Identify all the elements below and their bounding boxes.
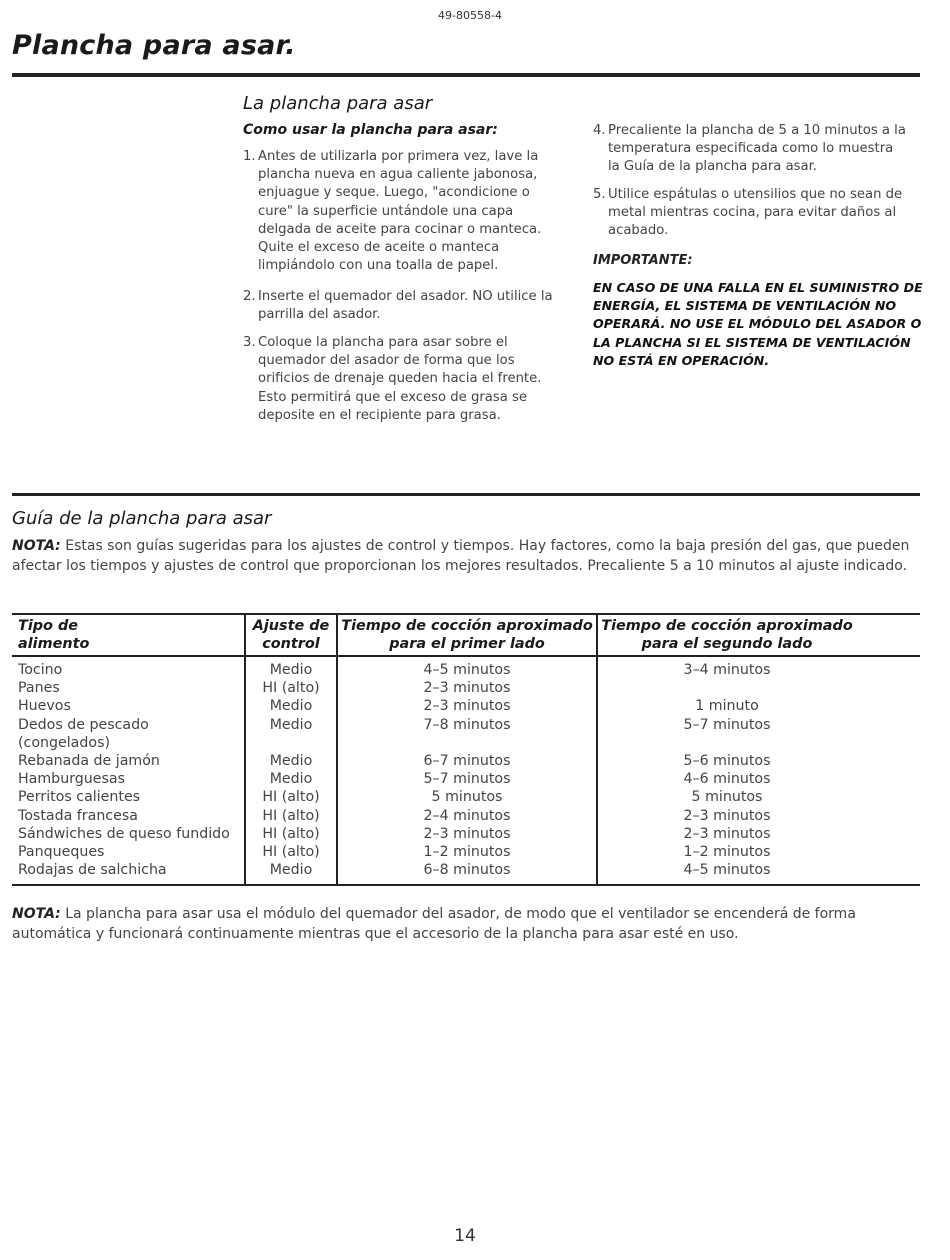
cell-food: Rodajas de salchicha <box>18 862 167 879</box>
cell-control: HI (alto) <box>262 844 320 860</box>
cell-first-side: 6–7 minutos <box>423 753 511 769</box>
step-item <box>243 334 573 425</box>
step-item <box>593 186 923 241</box>
cell-control: HI (alto) <box>262 680 320 697</box>
document-number: 49-80558-4 <box>438 9 502 22</box>
section-title: La plancha para asar <box>243 93 433 114</box>
fan-note <box>12 905 917 944</box>
step-number: 1. <box>243 149 256 164</box>
step-text: Inserte el quemador del asador. NO utilice la parrilla del asador. <box>258 289 553 323</box>
table-header-first-side: Tiempo de cocción aproximado para el primer lado <box>341 618 593 652</box>
table-header-food: Tipo de alimento <box>18 618 90 652</box>
cell-food: Huevos <box>18 698 71 715</box>
cell-first-side: 6–8 minutos <box>423 862 511 879</box>
guide-title: Guía de la plancha para asar <box>12 508 272 529</box>
cell-food: Tocino <box>18 662 63 678</box>
cell-food: Tostada francesa <box>18 807 138 824</box>
cell-second-side: 5–6 minutos <box>683 753 771 769</box>
cell-food: Rebanada de jamón <box>18 753 160 769</box>
cell-second-side: 2–3 minutos <box>683 825 771 842</box>
cell-control: Medio <box>269 662 313 678</box>
table-header-control: Ajuste de control <box>252 618 330 652</box>
cell-first-side: 5–7 minutos <box>423 771 511 788</box>
cell-food: Perritos calientes <box>18 789 141 806</box>
note-text: Estas son guías sugeridas para los ajustes de control y tiempos. Hay factores, como la baja presión del gas, que pueden afectar los tiempos y ajustes de control que proporcionan los mejores resultados. Precaliente 5 a 10 minutos al ajuste indicado. <box>12 538 910 574</box>
cell-first-side: 4–5 minutos <box>423 662 511 678</box>
section-divider <box>12 493 920 496</box>
cell-second-side: 5–7 minutos <box>683 716 771 733</box>
cell-control: HI (alto) <box>262 825 320 842</box>
guide-note <box>12 537 912 576</box>
cell-first-side: 2–3 minutos <box>423 680 511 697</box>
table-header-second-side: Tiempo de cocción aproximado para el segundo lado <box>601 618 853 652</box>
note-label: NOTA: <box>12 538 61 554</box>
table-header-rule <box>12 655 920 657</box>
cell-second-side: 2–3 minutos <box>683 807 771 824</box>
table-bottom-rule <box>12 884 920 886</box>
step-item <box>243 148 573 275</box>
cell-control: Medio <box>269 862 313 879</box>
page-title: Plancha para asar. <box>12 30 296 61</box>
important-label: IMPORTANTE: <box>593 253 693 268</box>
step-number: 5. <box>593 187 606 202</box>
step-text: Utilice espátulas o utensilios que no sean de metal mientras cocina, para evitar daños al acabado. <box>608 187 903 239</box>
cell-first-side: 1–2 minutos <box>423 844 511 860</box>
important-warning: EN CASO DE UNA FALLA EN EL SUMINISTRO DE ENERGÍA, EL SISTEMA DE VENTILACIÓN NO OPERARÁ. NO USE EL MÓDULO DEL ASADOR O LA PLANCHA SI EL SISTEMA DE VENTILACIÓN NO ESTÁ EN OPERACIÓN. <box>593 280 923 368</box>
page-number: 14 <box>454 1226 476 1246</box>
cell-food: (congelados) <box>18 734 110 751</box>
cell-first-side: 5 minutos <box>431 789 503 806</box>
cell-second-side: 5 minutos <box>691 789 763 806</box>
step-number: 2. <box>243 289 256 304</box>
title-divider <box>12 73 920 77</box>
how-to-heading: Como usar la plancha para asar: <box>243 122 498 138</box>
cell-second-side: 4–6 minutos <box>683 771 771 788</box>
cell-first-side: 2–3 minutos <box>423 698 511 715</box>
cell-control: Medio <box>269 716 313 733</box>
cell-control: HI (alto) <box>262 789 320 806</box>
cell-first-side: 2–4 minutos <box>423 807 511 824</box>
cell-food: Panqueques <box>18 844 105 860</box>
step-number: 4. <box>593 123 606 138</box>
cell-food: Panes <box>18 680 60 697</box>
step-number: 3. <box>243 335 256 350</box>
cell-first-side: 7–8 minutos <box>423 716 511 733</box>
cell-first-side: 2–3 minutos <box>423 825 511 842</box>
table-top-rule <box>12 613 920 615</box>
step-item <box>243 288 573 324</box>
step-item <box>593 122 923 177</box>
step-text: Antes de utilizarla por primera vez, lave la plancha nueva en agua caliente jabonosa, enjuague y seque. Luego, "acondicione o cure" la superficie untándole una capa delgada de aceite para cocinar o manteca. Quite el exceso de aceite o manteca limpiándolo con una toalla de papel. <box>258 149 542 274</box>
cell-control: Medio <box>269 753 313 769</box>
note-text: La plancha para asar usa el módulo del quemador del asador, de modo que el ventilador se encenderá de forma automática y funcionará continuamente mientras que el accesorio de la plancha para asar esté en uso. <box>12 906 856 942</box>
cell-second-side: 1–2 minutos <box>683 844 771 860</box>
cell-control: Medio <box>269 698 313 715</box>
griddle-guide-table <box>12 613 920 886</box>
note-label: NOTA: <box>12 906 61 922</box>
cell-food: Hamburguesas <box>18 771 125 788</box>
cell-second-side: 1 minuto <box>695 698 759 715</box>
cell-control: HI (alto) <box>262 807 320 824</box>
cell-second-side: 3–4 minutos <box>683 662 771 678</box>
cell-control: Medio <box>269 771 313 788</box>
cell-food: Dedos de pescado <box>18 716 149 733</box>
step-text: Precaliente la plancha de 5 a 10 minutos a la temperatura especificada como lo muestra la Guía de la plancha para asar. <box>608 123 906 175</box>
cell-second-side: 4–5 minutos <box>683 862 771 879</box>
cell-food: Sándwiches de queso fundido <box>18 825 230 842</box>
step-text: Coloque la plancha para asar sobre el quemador del asador de forma que los orificios de drenaje queden hacia el frente. Esto permitirá que el exceso de grasa se deposite en el recipiente para grasa. <box>258 335 542 423</box>
